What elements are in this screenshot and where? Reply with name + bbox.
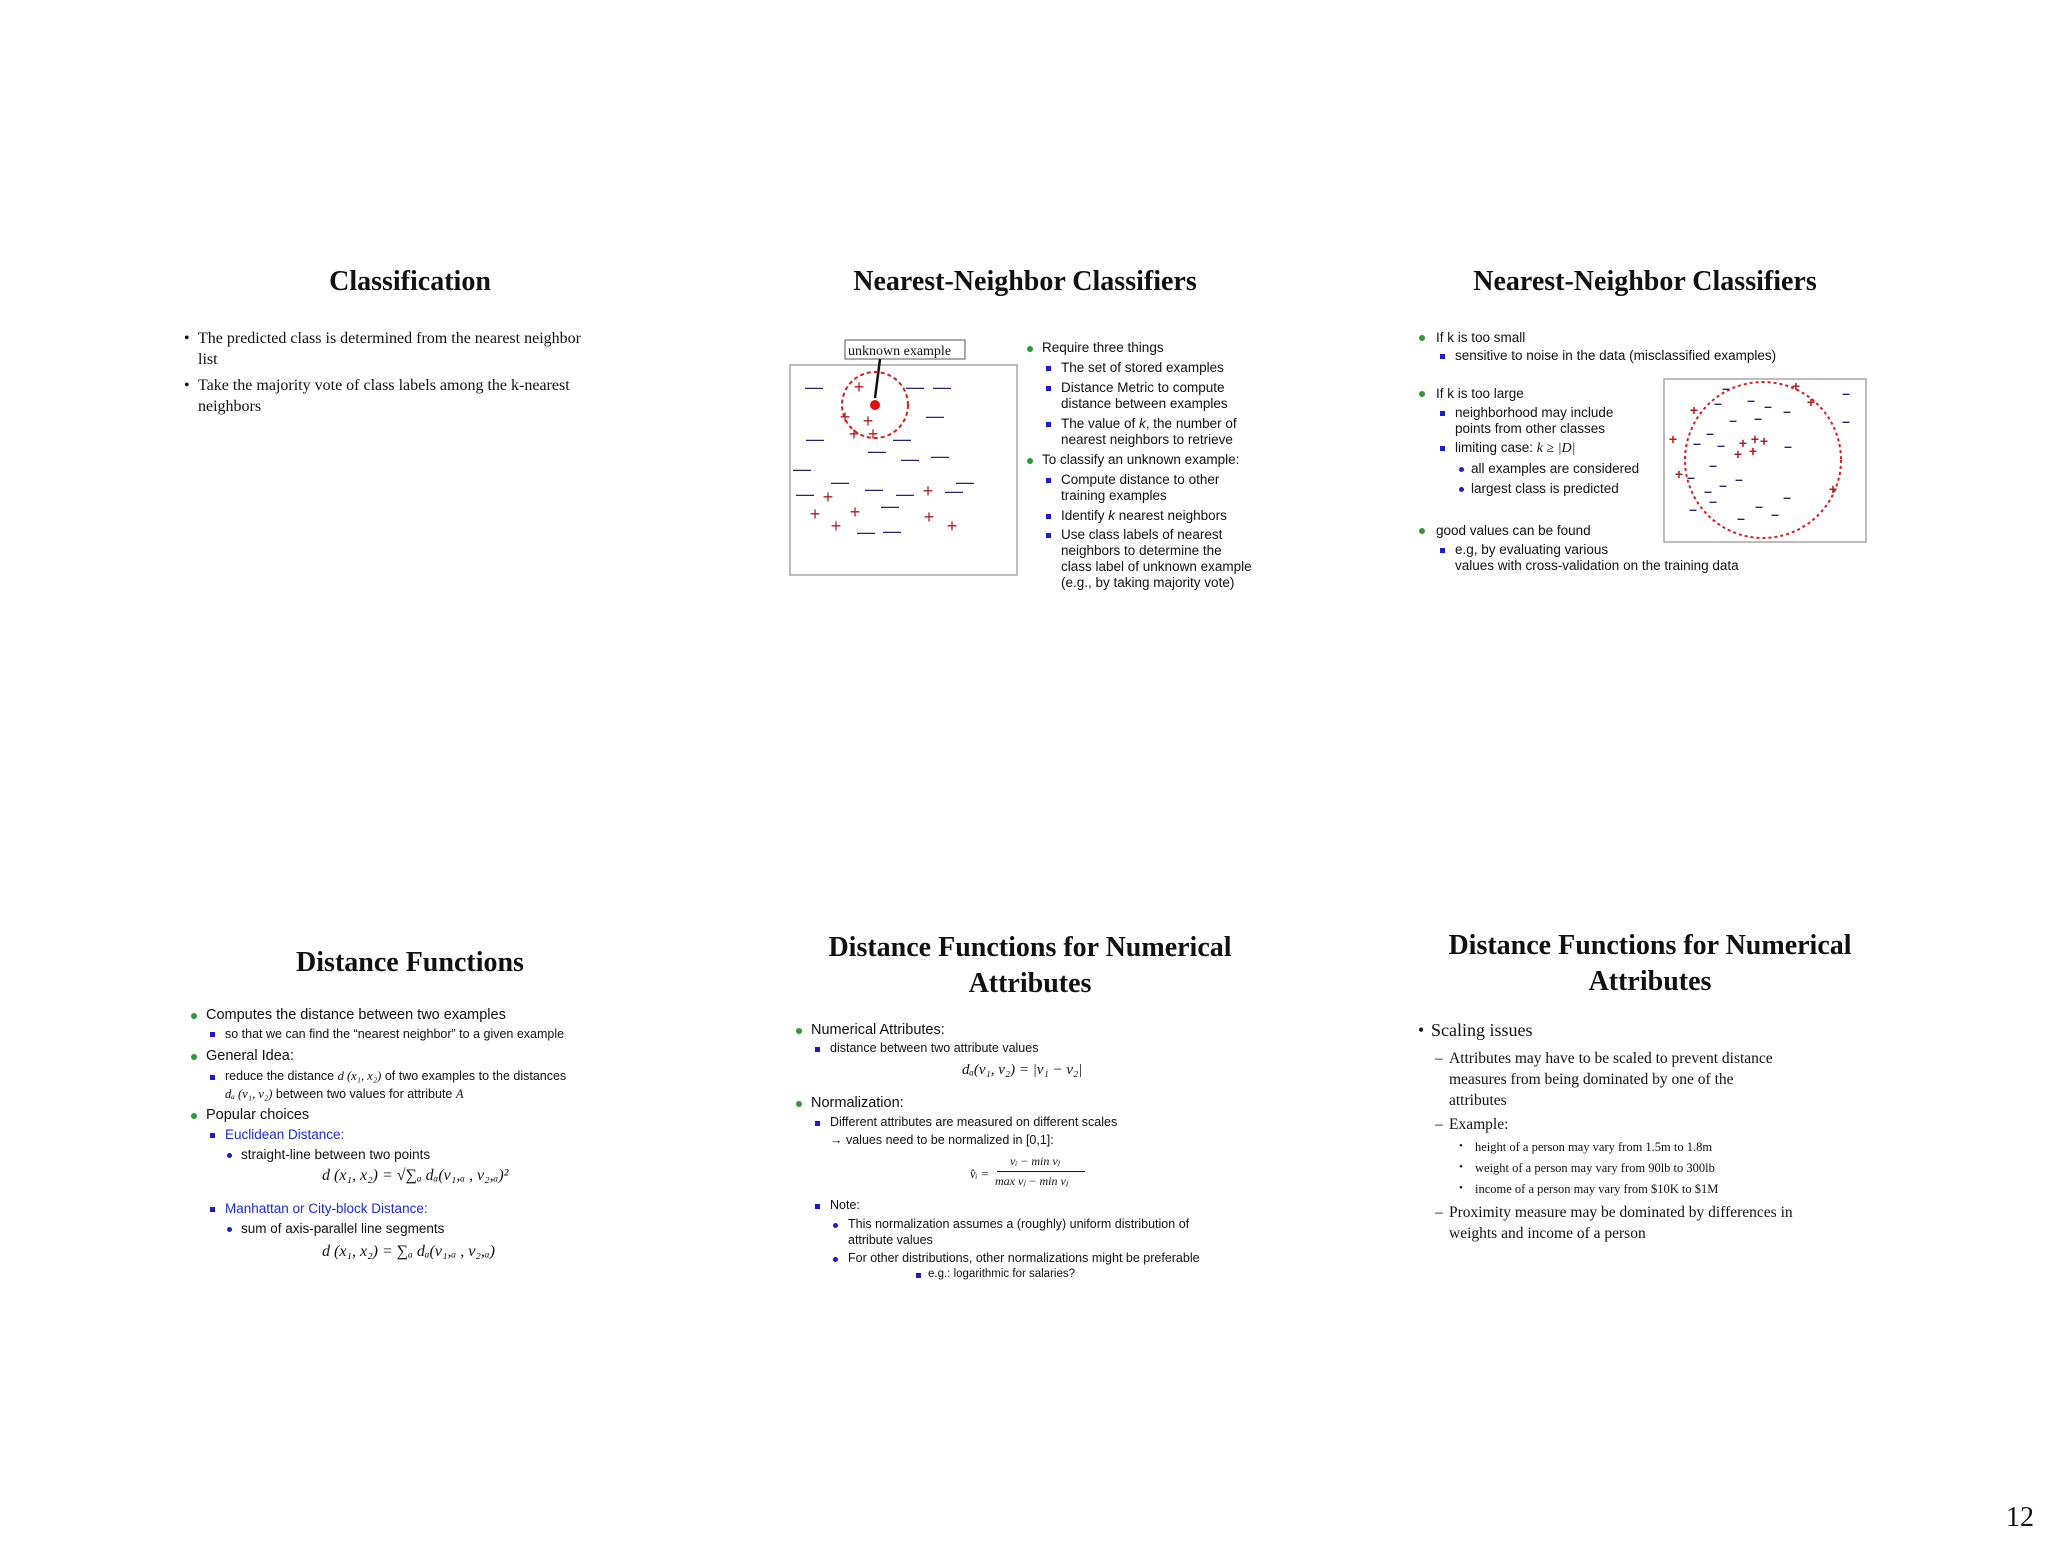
bullet-marker bbox=[1046, 533, 1051, 538]
minus-point: — bbox=[865, 479, 883, 499]
bullet-text: Identify k nearest neighbors bbox=[1061, 508, 1227, 523]
nearest-neighbor-diagram bbox=[780, 340, 1020, 600]
plus-point: + bbox=[862, 411, 874, 431]
bullet-text: For other distributions, other normalizations might be preferable bbox=[848, 1251, 1200, 1265]
bullet-text: attributes bbox=[1449, 1092, 1507, 1109]
plus-point: + bbox=[853, 377, 865, 397]
bullet-text: (e.g., by taking majority vote) bbox=[1061, 575, 1235, 590]
bullet-text: reduce the distance d (x₁, x₂) of two examples to the distances bbox=[225, 1069, 567, 1083]
bullet-marker bbox=[1440, 446, 1445, 451]
normalization-denominator: max vⱼ − min vⱼ bbox=[995, 1174, 1068, 1188]
minus-point: – bbox=[1687, 469, 1695, 485]
bullet-text: straight-line between two points bbox=[241, 1147, 431, 1162]
bullet-text: income of a person may vary from $10K to $1M bbox=[1475, 1182, 1719, 1196]
bullet-text: Note: bbox=[830, 1198, 860, 1212]
euclidean-formula: d (x₁, x₂) = √∑ₐ dₐ(v₁,ₐ , v₂,ₐ)² bbox=[322, 1167, 509, 1184]
bullet-text: points from other classes bbox=[1455, 421, 1606, 436]
bullet-marker bbox=[796, 1101, 802, 1107]
bullet-marker: – bbox=[1435, 1050, 1443, 1067]
plus-point: + bbox=[830, 516, 842, 536]
bullet-marker bbox=[191, 1054, 197, 1060]
bullet-marker bbox=[916, 1273, 921, 1278]
slide-nn-classifiers-1 bbox=[780, 260, 1280, 610]
bullet-text: Distance Metric to compute bbox=[1061, 380, 1225, 395]
minus-point: – bbox=[1729, 412, 1737, 428]
bullet-marker bbox=[1046, 366, 1051, 371]
bullet-marker bbox=[210, 1207, 215, 1212]
minus-point: – bbox=[1783, 489, 1791, 505]
bullet-text: e.g, by evaluating various bbox=[1455, 542, 1609, 557]
minus-point: — bbox=[906, 377, 924, 397]
bullet-text: Take the majority vote of class labels among the k-nearest bbox=[198, 377, 570, 394]
slide-title: Attributes bbox=[968, 968, 1092, 999]
plus-point: + bbox=[822, 487, 834, 507]
plus-point: + bbox=[1689, 402, 1699, 418]
bullet-text: neighbors to determine the bbox=[1061, 543, 1222, 558]
minus-point: – bbox=[1771, 506, 1779, 522]
large-k-diagram bbox=[1663, 378, 1868, 548]
plus-point: + bbox=[1733, 446, 1743, 462]
bullet-marker bbox=[210, 1133, 215, 1138]
bullet-text: limiting case: k ≥ |D| bbox=[1455, 440, 1576, 456]
bullet-text: Popular choices bbox=[206, 1107, 310, 1123]
minus-point: — bbox=[901, 449, 919, 469]
bullet-text: largest class is predicted bbox=[1471, 481, 1619, 496]
bullet-marker bbox=[1440, 354, 1445, 359]
attribute-distance-formula: dₐ(v₁, v₂) = |v₁ − v₂| bbox=[962, 1062, 1083, 1078]
bullet-text: Scaling issues bbox=[1431, 1020, 1533, 1040]
bullet-text: If k is too small bbox=[1436, 330, 1526, 345]
minus-point: — bbox=[931, 446, 949, 466]
slide-title: Classification bbox=[329, 266, 491, 297]
bullet-text: training examples bbox=[1061, 488, 1167, 503]
bullet-marker bbox=[1046, 478, 1051, 483]
minus-point: — bbox=[883, 521, 901, 541]
minus-point: – bbox=[1737, 510, 1745, 526]
bullet-marker: – bbox=[1435, 1116, 1443, 1133]
plus-point: + bbox=[848, 424, 860, 444]
bullet-text: attribute values bbox=[848, 1233, 933, 1247]
bullet-text: Example: bbox=[1449, 1116, 1509, 1133]
bullet-marker bbox=[833, 1257, 838, 1262]
bullet-text: The predicted class is determined from the nearest neighbor bbox=[198, 330, 581, 347]
bullet-marker: • bbox=[184, 330, 190, 347]
minus-point: — bbox=[893, 429, 911, 449]
bullet-marker bbox=[1440, 548, 1445, 553]
minus-point: – bbox=[1842, 413, 1850, 429]
plus-point: + bbox=[849, 502, 861, 522]
minus-point: — bbox=[945, 481, 963, 501]
bullet-text: Normalization: bbox=[811, 1095, 904, 1111]
bullet-text: weights and income of a person bbox=[1449, 1225, 1646, 1242]
plus-point: + bbox=[923, 507, 935, 527]
slide-title: Distance Functions for Numerical bbox=[1448, 930, 1852, 961]
bullet-marker bbox=[815, 1047, 820, 1052]
bullet-text: values with cross-validation on the training data bbox=[1455, 558, 1739, 573]
bullet-marker bbox=[833, 1223, 838, 1228]
minus-point: – bbox=[1764, 398, 1772, 414]
bullet-marker bbox=[1027, 458, 1033, 464]
bullet-marker bbox=[191, 1013, 197, 1019]
slide-distance-functions bbox=[180, 945, 650, 1285]
bullet-text: Use class labels of nearest bbox=[1061, 527, 1223, 542]
minus-point: – bbox=[1755, 498, 1763, 514]
minus-point: – bbox=[1719, 477, 1727, 493]
minus-point: – bbox=[1689, 501, 1697, 517]
bullet-text: If k is too large bbox=[1436, 386, 1524, 401]
normalization-numerator: vᵢ − min vⱼ bbox=[1010, 1154, 1060, 1168]
bullet-text: good values can be found bbox=[1436, 523, 1591, 538]
bullet-marker bbox=[1046, 386, 1051, 391]
bullet-marker bbox=[1046, 514, 1051, 519]
bullet-marker bbox=[1459, 467, 1464, 472]
fraction-bar bbox=[997, 1171, 1085, 1172]
bullet-marker bbox=[1027, 346, 1033, 352]
minus-point: – bbox=[1747, 392, 1755, 408]
bullet-text: The value of k, the number of bbox=[1061, 416, 1237, 431]
bullet-text: measures from being dominated by one of the bbox=[1449, 1071, 1734, 1088]
slide-title: Nearest-Neighbor Classifiers bbox=[853, 266, 1197, 297]
plus-point: + bbox=[1806, 394, 1816, 410]
bullet-marker bbox=[1419, 528, 1425, 534]
bullet-text: → values need to be normalized in [0,1]: bbox=[830, 1133, 1054, 1147]
minus-point: — bbox=[796, 484, 814, 504]
minus-point: – bbox=[1704, 483, 1712, 499]
bullet-marker bbox=[227, 1227, 232, 1232]
minus-point: – bbox=[1842, 385, 1850, 401]
bullet-marker: • bbox=[1418, 1020, 1425, 1040]
plus-point: + bbox=[1668, 431, 1678, 447]
minus-point: — bbox=[857, 522, 875, 542]
bullet-text: Computes the distance between two examples bbox=[206, 1007, 506, 1023]
bullet-text: General Idea: bbox=[206, 1048, 294, 1064]
minus-point: – bbox=[1717, 437, 1725, 453]
bullet-marker: • bbox=[1459, 1140, 1463, 1152]
unknown-example-label: unknown example bbox=[848, 344, 952, 359]
bullet-text: This normalization assumes a (roughly) uniform distribution of bbox=[848, 1217, 1190, 1231]
minus-point: – bbox=[1714, 395, 1722, 411]
bullet-text: list bbox=[198, 351, 218, 368]
bullet-marker: • bbox=[1459, 1182, 1463, 1194]
bullet-text: Require three things bbox=[1042, 340, 1164, 355]
plus-point: + bbox=[1750, 431, 1760, 447]
bullet-text: Numerical Attributes: bbox=[811, 1022, 945, 1038]
minus-point: — bbox=[806, 429, 824, 449]
slide-title: Attributes bbox=[1588, 966, 1712, 997]
bullet-marker bbox=[1046, 422, 1051, 427]
plus-point: + bbox=[1759, 433, 1769, 449]
slide-title: Distance Functions bbox=[296, 947, 524, 978]
minus-point: — bbox=[956, 472, 974, 492]
slide-distance-numerical-1 bbox=[790, 930, 1290, 1280]
bullet-marker bbox=[1419, 391, 1425, 397]
bullet-text: sensitive to noise in the data (misclassified examples) bbox=[1455, 348, 1777, 363]
bullet-marker bbox=[815, 1121, 820, 1126]
bullet-text: distance between examples bbox=[1061, 396, 1228, 411]
bullet-text: e.g.: logarithmic for salaries? bbox=[928, 1268, 1076, 1280]
slide-title: Distance Functions for Numerical bbox=[828, 932, 1232, 963]
minus-point: – bbox=[1706, 425, 1714, 441]
bullet-text: Different attributes are measured on different scales bbox=[830, 1115, 1118, 1129]
bullet-text: all examples are considered bbox=[1471, 461, 1640, 476]
bullet-text: Manhattan or City-block Distance: bbox=[225, 1201, 428, 1216]
minus-point: — bbox=[926, 406, 944, 426]
bullet-text: nearest neighbors to retrieve bbox=[1061, 432, 1233, 447]
bullet-marker: • bbox=[1459, 1161, 1463, 1173]
bullet-marker bbox=[1459, 487, 1464, 492]
bullet-marker bbox=[227, 1153, 232, 1158]
minus-point: – bbox=[1754, 410, 1762, 426]
bullet-text: class label of unknown example bbox=[1061, 559, 1252, 574]
minus-point: – bbox=[1709, 457, 1717, 473]
slide-title: Nearest-Neighbor Classifiers bbox=[1473, 266, 1817, 297]
plus-point: + bbox=[1674, 466, 1684, 482]
minus-point: — bbox=[933, 377, 951, 397]
bullet-text: Attributes may have to be scaled to prevent distance bbox=[1449, 1050, 1773, 1067]
bullet-text: height of a person may vary from 1.5m to 1.8m bbox=[1475, 1140, 1713, 1154]
bullet-marker bbox=[1419, 335, 1425, 341]
page-number: 12 bbox=[2006, 1502, 2034, 1533]
minus-point: – bbox=[1783, 403, 1791, 419]
bullet-text: sum of axis-parallel line segments bbox=[241, 1221, 445, 1236]
bullet-marker bbox=[796, 1028, 802, 1034]
minus-point: — bbox=[881, 496, 899, 516]
slide-nn-classifiers-2 bbox=[1415, 260, 1875, 590]
bullet-marker bbox=[191, 1113, 197, 1119]
bullet-text: neighbors bbox=[198, 398, 262, 415]
normalization-lhs: v̂ᵢ = bbox=[970, 1167, 990, 1181]
slide-distance-numerical-2 bbox=[1415, 928, 1895, 1268]
plus-point: + bbox=[946, 516, 958, 536]
bullet-marker: • bbox=[184, 377, 190, 394]
bullet-marker bbox=[815, 1204, 820, 1209]
minus-point: – bbox=[1693, 435, 1701, 451]
minus-point: – bbox=[1709, 493, 1717, 509]
unknown-point bbox=[870, 400, 880, 410]
minus-point: — bbox=[868, 441, 886, 461]
slide-classification bbox=[170, 260, 650, 460]
plus-point: + bbox=[922, 481, 934, 501]
bullet-text: The set of stored examples bbox=[1061, 360, 1224, 375]
bullet-text: so that we can find the “nearest neighbor” to a given example bbox=[225, 1027, 565, 1041]
minus-point: — bbox=[831, 472, 849, 492]
minus-point: — bbox=[896, 484, 914, 504]
bullet-marker bbox=[1440, 411, 1445, 416]
bullet-text: distance between two attribute values bbox=[830, 1041, 1039, 1055]
plus-point: + bbox=[1738, 435, 1748, 451]
plus-point: + bbox=[867, 424, 879, 444]
bullet-text: weight of a person may vary from 90lb to 300lb bbox=[1475, 1161, 1715, 1175]
bullet-text: To classify an unknown example: bbox=[1042, 452, 1240, 467]
bullet-text: Euclidean Distance: bbox=[225, 1127, 345, 1142]
plus-point: + bbox=[1828, 481, 1838, 497]
plus-point: + bbox=[839, 407, 851, 427]
plus-point: + bbox=[1791, 378, 1801, 394]
plus-point: + bbox=[1748, 443, 1758, 459]
minus-point: – bbox=[1735, 471, 1743, 487]
bullet-marker: – bbox=[1435, 1204, 1443, 1221]
minus-point: — bbox=[793, 459, 811, 479]
bullet-text: Compute distance to other bbox=[1061, 472, 1220, 487]
bullet-marker bbox=[210, 1075, 215, 1080]
bullet-text: neighborhood may include bbox=[1455, 405, 1614, 420]
plus-point: + bbox=[809, 504, 821, 524]
bullet-marker bbox=[210, 1032, 215, 1037]
bullet-text: Proximity measure may be dominated by differences in bbox=[1449, 1204, 1793, 1221]
manhattan-formula: d (x₁, x₂) = ∑ₐ dₐ(v₁,ₐ , v₂,ₐ) bbox=[322, 1243, 495, 1260]
minus-point: – bbox=[1784, 438, 1792, 454]
minus-point: — bbox=[805, 377, 823, 397]
bullet-text: dₐ (v₁, v₂) between two values for attribute A bbox=[225, 1087, 464, 1101]
minus-point: – bbox=[1722, 380, 1730, 396]
